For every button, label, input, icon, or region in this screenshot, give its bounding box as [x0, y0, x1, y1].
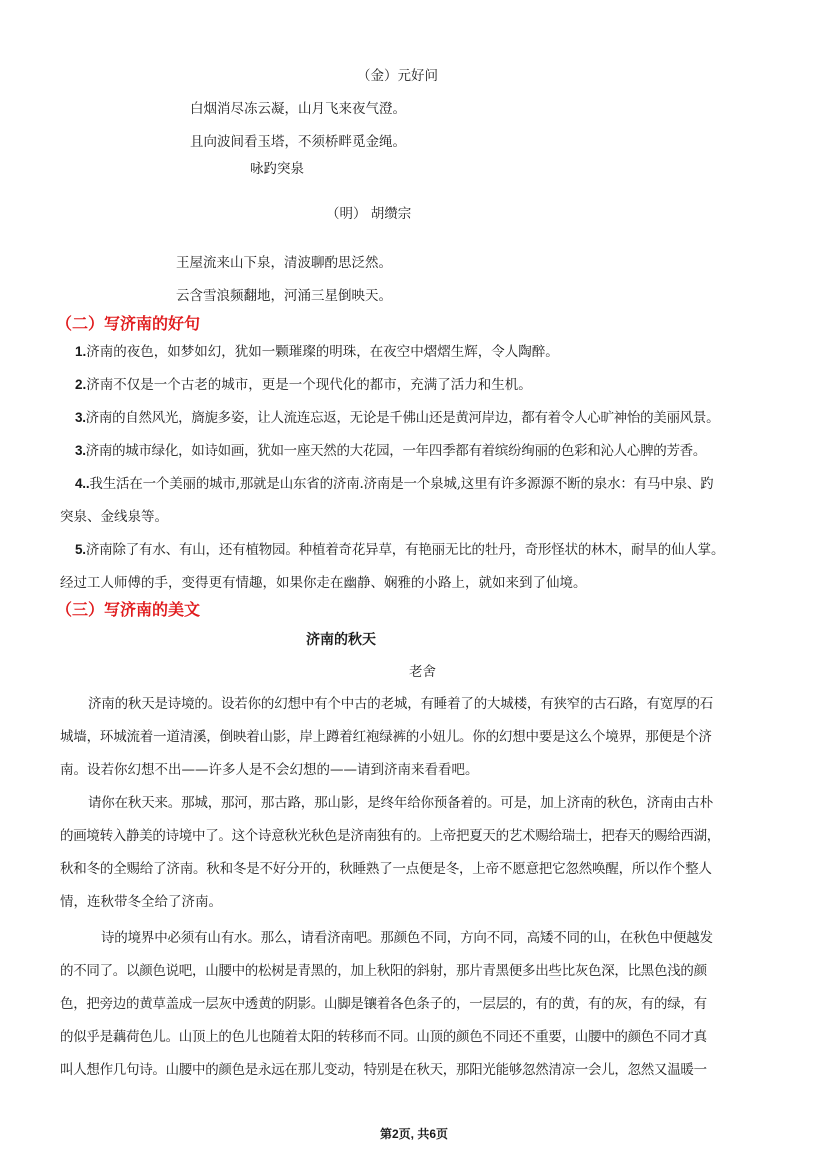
list-item [75, 441, 706, 461]
essay-line: 叫人想作几句诗。山腰中的颜色是永远在那儿变动，特别是在秋天，那阳光能够忽然清凉一会儿，忽然又温暖一 [60, 1062, 707, 1078]
list-item [75, 540, 724, 560]
list-item [75, 408, 719, 428]
section-heading-essays: （三）写济南的美文 [56, 600, 201, 619]
list-item-number: 1. [75, 344, 87, 359]
list-item [75, 342, 559, 362]
essay-line: 秋和冬的全赐给了济南。秋和冬是不好分开的，秋睡熟了一点便是冬，上帝不愿意把它忽然唤醒，所以作个整人 [60, 861, 712, 877]
essay-line: 情，连秋带冬全给了济南。 [60, 894, 222, 910]
section-heading-good-sentences: （二）写济南的好句 [56, 314, 201, 333]
list-item-text: 济南的城市绿化，如诗如画，犹如一座天然的大花园，一年四季都有着缤纷绚丽的色彩和沁人心脾的芳香。 [85, 443, 707, 459]
poem1-line1: 白烟消尽冻云凝，山月飞来夜气澄。 [190, 101, 406, 117]
list-item-continuation: 经过工人师傅的手，变得更有情趣，如果你走在幽静、娴雅的小路上，就如来到了仙境。 [60, 575, 587, 591]
poem2-author: （明） 胡缵宗 [326, 206, 412, 222]
list-item-text: 济南不仅是一个古老的城市，更是一个现代化的都市，充满了活力和生机。 [86, 377, 532, 393]
poem1-author: （金）元好问 [357, 68, 438, 84]
essay-line: 济南的秋天是诗境的。设若你的幻想中有个中古的老城，有睡着了的大城楼，有狭窄的古石路，有宽厚的石 [88, 696, 714, 712]
essay-line: 的不同了。以颜色说吧，山腰中的松树是青黑的，加上秋阳的斜射，那片青黑便多出些比灰色深，比黑色浅的颜 [60, 963, 707, 979]
list-item-number: 4.. [75, 476, 90, 491]
essay-line: 的似乎是藕荷色儿。山顶上的色儿也随着太阳的转移而不同。山顶的颜色不同还不重要，山腰中的颜色不同才真 [60, 1029, 707, 1045]
list-item-text: 我生活在一个美丽的城市,那就是山东省的济南.济南是一个泉城,这里有许多源源不断的泉水：有马中泉、趵 [89, 476, 714, 492]
list-item-text: 济南的自然风光，旖旎多姿，让人流连忘返，无论是千佛山还是黄河岸边，都有着令人心旷神怡的美丽风景。 [85, 410, 720, 426]
essay-line: 的画境转入静美的诗境中了。这个诗意秋光秋色是济南独有的。上帝把夏天的艺术赐给瑞士，把春天的赐给西湖， [60, 828, 720, 844]
list-item-text: 济南的夜色，如梦如幻，犹如一颗璀璨的明珠，在夜空中熠熠生辉，令人陶醉。 [86, 344, 559, 360]
essay-line: 城墙，环城流着一道清溪，倒映着山影，岸上蹲着红袍绿裤的小妞儿。你的幻想中要是这么个境界，那便是个济 [60, 729, 712, 745]
list-item-number: 3. [75, 410, 86, 425]
list-item-text: 济南除了有水、有山，还有植物园。种植着奇花异草，有艳丽无比的牡丹，奇形怪状的林木，耐旱的仙人掌。 [85, 542, 725, 558]
essay-line: 请你在秋天来。那城，那河，那古路，那山影，是终年给你预备着的。可是，加上济南的秋色，济南由古朴 [88, 795, 714, 811]
list-item-number: 5. [75, 542, 86, 557]
essay-line: 诗的境界中必须有山有水。那么，请看济南吧。那颜色不同，方向不同，高矮不同的山，在秋色中便越发 [101, 930, 713, 946]
poem2-line1: 王屋流来山下泉，清波聊酌思泛然。 [176, 255, 392, 271]
list-item-continuation: 突泉、金线泉等。 [60, 509, 168, 525]
essay-author: 老舍 [409, 664, 436, 680]
poem1-line2: 且向波间看玉塔，不须桥畔觅金绳。 [190, 134, 406, 150]
poem2-title: 咏趵突泉 [250, 161, 304, 177]
list-item [75, 375, 532, 395]
list-item-number: 3. [75, 443, 86, 458]
essay-title: 济南的秋天 [306, 632, 376, 648]
poem2-line2: 云含雪浪频翻地，河涌三星倒映天。 [176, 288, 392, 304]
list-item-number: 2. [75, 377, 87, 392]
essay-line: 色，把旁边的黄草盖成一层灰中透黄的阴影。山脚是镶着各色条子的，一层层的，有的黄，有的灰，有的绿，有 [60, 996, 707, 1012]
page-number: 第2页, 共6页 [380, 1127, 449, 1141]
essay-line: 南。设若你幻想不出——许多人是不会幻想的——请到济南来看看吧。 [60, 762, 479, 778]
list-item [75, 474, 714, 494]
